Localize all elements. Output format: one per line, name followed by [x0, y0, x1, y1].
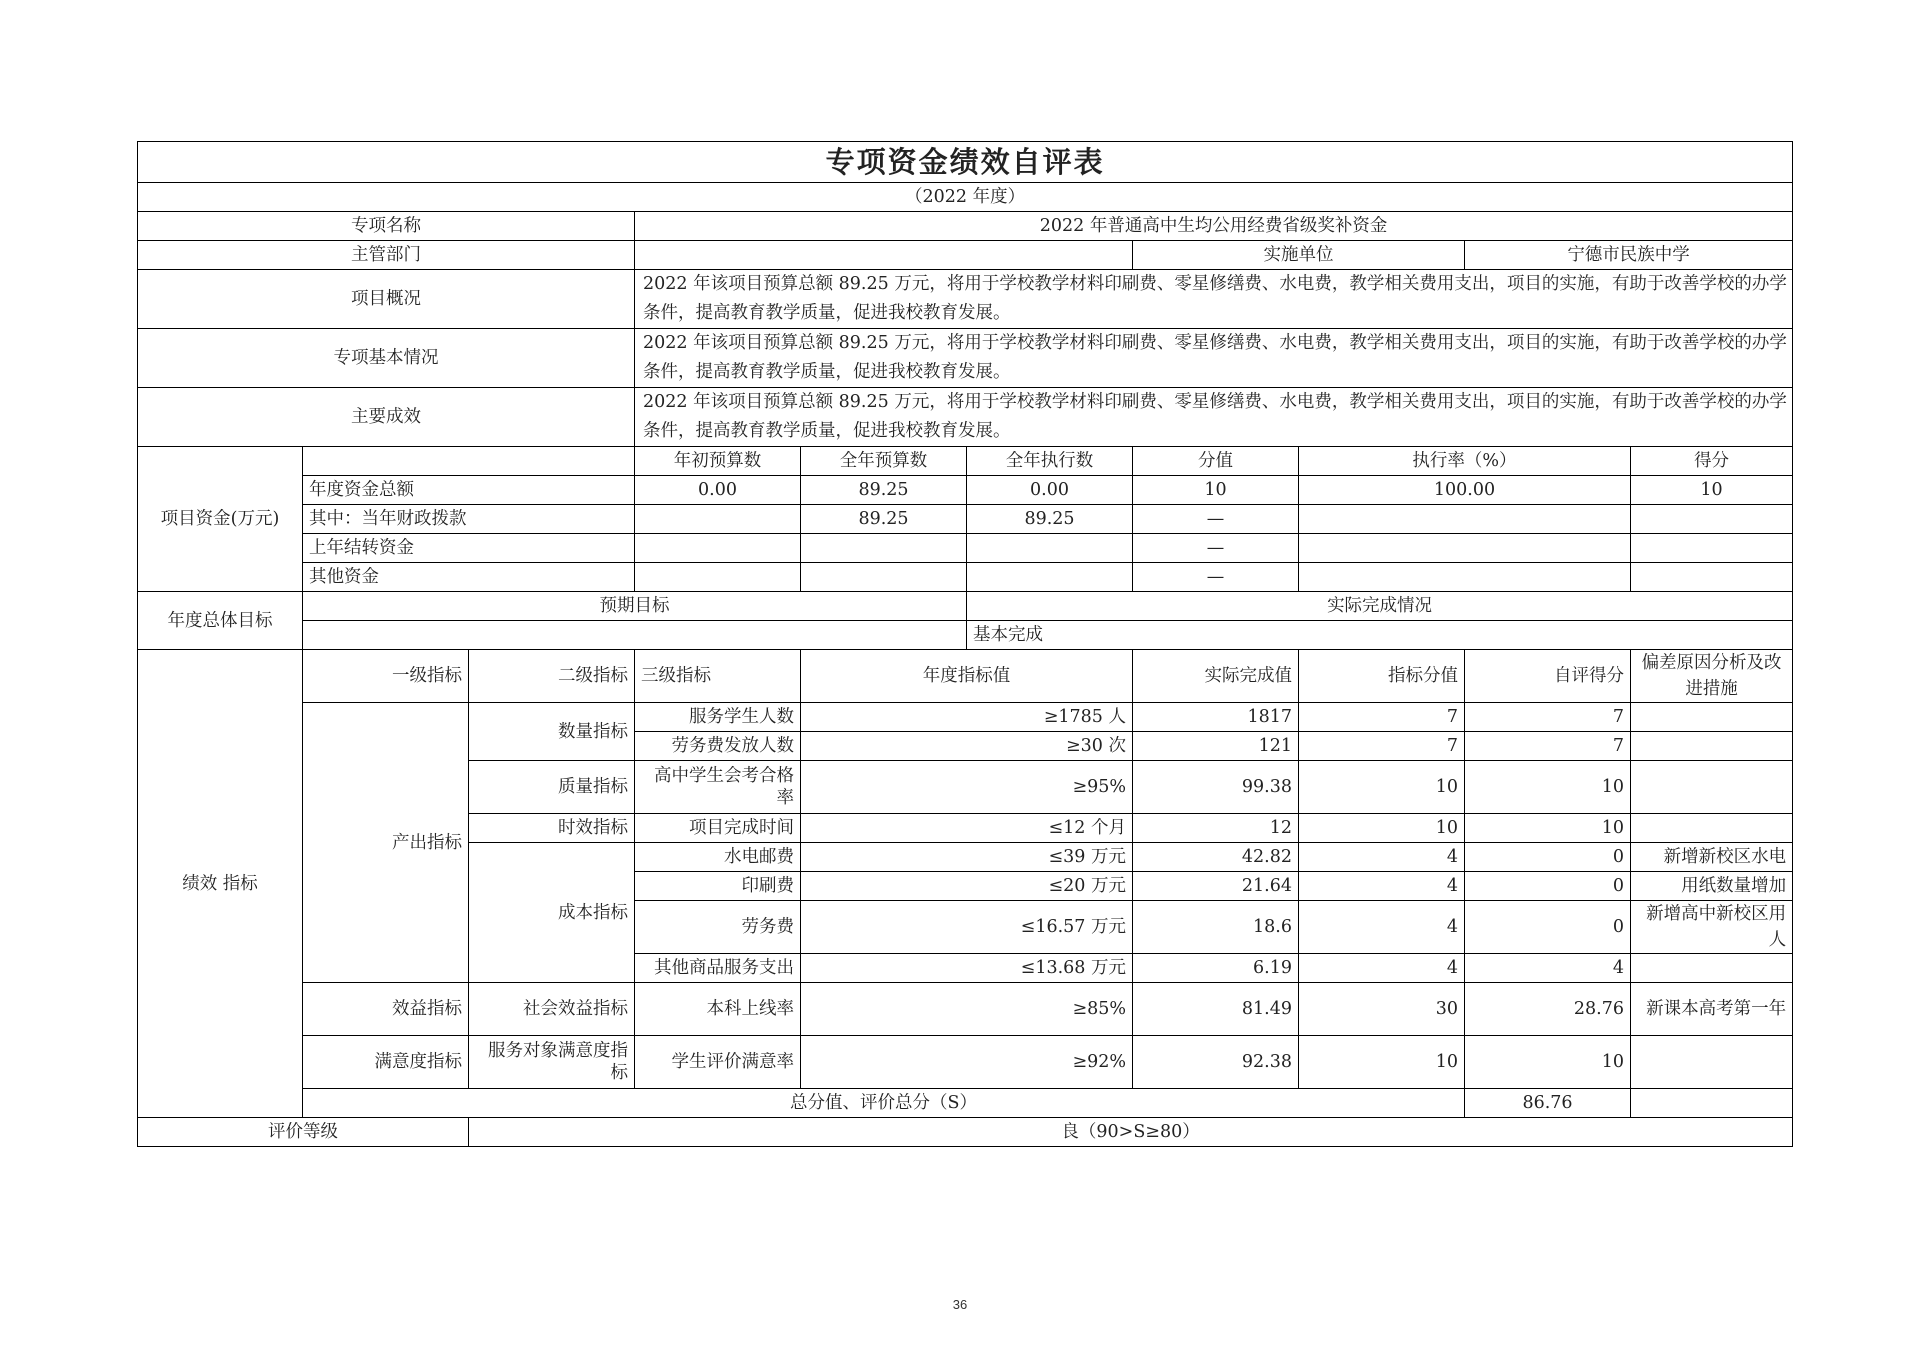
weight-cell: 7: [1299, 703, 1465, 732]
funds-cell: 89.25: [801, 505, 967, 534]
score-cell: 10: [1465, 1036, 1631, 1089]
note-cell: [1631, 732, 1793, 761]
level1-satisfaction: 满意度指标: [303, 1036, 469, 1089]
level2-cost: 成本指标: [469, 843, 635, 983]
actual-cell: 121: [1133, 732, 1299, 761]
target-cell: ≥95%: [801, 761, 1133, 814]
note-cell: [1631, 761, 1793, 814]
level3-cell: 劳务费发放人数: [635, 732, 801, 761]
target-cell: ≥30 次: [801, 732, 1133, 761]
target-cell: ≥1785 人: [801, 703, 1133, 732]
goal-expected-label: 预期目标: [303, 592, 967, 621]
target-cell: ≤20 万元: [801, 872, 1133, 901]
weight-cell: 10: [1299, 1036, 1465, 1089]
funds-header: 全年预算数: [801, 447, 967, 476]
funds-cell: —: [1133, 534, 1299, 563]
funds-cell: 0.00: [967, 476, 1133, 505]
actual-cell: 99.38: [1133, 761, 1299, 814]
actual-cell: 12: [1133, 814, 1299, 843]
funds-row-name: 年度资金总额: [303, 476, 635, 505]
funds-cell: 100.00: [1299, 476, 1631, 505]
perf-label: 绩效 指标: [138, 650, 303, 1118]
funds-cell: 89.25: [801, 476, 967, 505]
results-label: 主要成效: [138, 388, 635, 447]
funds-cell: —: [1133, 505, 1299, 534]
basic-label: 专项基本情况: [138, 329, 635, 388]
funds-cell: [635, 563, 801, 592]
level2-service: 服务对象满意度指标: [469, 1036, 635, 1089]
goal-actual-value: 基本完成: [967, 621, 1793, 650]
impl-value: 宁德市民族中学: [1465, 241, 1793, 270]
funds-cell: —: [1133, 563, 1299, 592]
funds-row-name: 上年结转资金: [303, 534, 635, 563]
funds-header: 执行率（%）: [1299, 447, 1631, 476]
basic-text: 2022 年该项目预算总额 89.25 万元，将用于学校教学材料印刷费、零星修缮费、水电费，教学相关费用支出，项目的实施，有助于改善学校的办学条件，提高教育教学质量，促进我校教育发展。: [635, 329, 1793, 388]
funds-cell: [1631, 505, 1793, 534]
goal-label: 年度总体目标: [138, 592, 303, 650]
score-cell: 0: [1465, 872, 1631, 901]
note-cell: [1631, 954, 1793, 983]
impl-label: 实施单位: [1133, 241, 1465, 270]
funds-header: 全年执行数: [967, 447, 1133, 476]
actual-cell: 42.82: [1133, 843, 1299, 872]
funds-cell: [1631, 563, 1793, 592]
funds-cell: 10: [1631, 476, 1793, 505]
funds-row-name: 其中：当年财政拨款: [303, 505, 635, 534]
perf-header: 实际完成值: [1133, 650, 1299, 703]
funds-cell: [801, 534, 967, 563]
funds-row-name: 其他资金: [303, 563, 635, 592]
funds-cell: [967, 563, 1133, 592]
weight-cell: 4: [1299, 901, 1465, 954]
funds-cell: [967, 534, 1133, 563]
results-text: 2022 年该项目预算总额 89.25 万元，将用于学校教学材料印刷费、零星修缮费、水电费，教学相关费用支出，项目的实施，有助于改善学校的办学条件，提高教育教学质量，促进我校教育发展。: [635, 388, 1793, 447]
score-cell: 0: [1465, 901, 1631, 954]
funds-header-blank: [303, 447, 635, 476]
goal-expected-value: [303, 621, 967, 650]
weight-cell: 4: [1299, 843, 1465, 872]
target-cell: ≤13.68 万元: [801, 954, 1133, 983]
note-cell: 新课本高考第一年: [1631, 983, 1793, 1036]
level3-cell: 项目完成时间: [635, 814, 801, 843]
funds-label: 项目资金(万元): [138, 447, 303, 592]
grade-value: 良（90>S≥80）: [469, 1118, 1793, 1147]
level3-cell: 高中学生会考合格率: [635, 761, 801, 814]
actual-cell: 81.49: [1133, 983, 1299, 1036]
funds-cell: [635, 505, 801, 534]
level3-cell: 学生评价满意率: [635, 1036, 801, 1089]
level3-cell: 服务学生人数: [635, 703, 801, 732]
dept-label: 主管部门: [138, 241, 635, 270]
weight-cell: 30: [1299, 983, 1465, 1036]
target-cell: ≤12 个月: [801, 814, 1133, 843]
funds-cell: [635, 534, 801, 563]
note-cell: 用纸数量增加: [1631, 872, 1793, 901]
score-cell: 7: [1465, 703, 1631, 732]
funds-cell: 10: [1133, 476, 1299, 505]
page-title: 专项资金绩效自评表: [138, 142, 1793, 183]
level3-cell: 水电邮费: [635, 843, 801, 872]
perf-header: 二级指标: [469, 650, 635, 703]
actual-cell: 92.38: [1133, 1036, 1299, 1089]
funds-header: 年初预算数: [635, 447, 801, 476]
weight-cell: 4: [1299, 954, 1465, 983]
funds-header: 得分: [1631, 447, 1793, 476]
actual-cell: 6.19: [1133, 954, 1299, 983]
note-cell: 新增新校区水电: [1631, 843, 1793, 872]
grade-label: 评价等级: [138, 1118, 469, 1147]
level3-cell: 其他商品服务支出: [635, 954, 801, 983]
funds-cell: [1299, 534, 1631, 563]
target-cell: ≥92%: [801, 1036, 1133, 1089]
perf-header: 一级指标: [303, 650, 469, 703]
page-number: 36: [952, 1297, 968, 1312]
actual-cell: 18.6: [1133, 901, 1299, 954]
level2-quality: 质量指标: [469, 761, 635, 814]
year-label: （2022 年度）: [138, 183, 1793, 212]
score-cell: 0: [1465, 843, 1631, 872]
funds-cell: [1299, 505, 1631, 534]
level1-benefit: 效益指标: [303, 983, 469, 1036]
note-cell: [1631, 1036, 1793, 1089]
perf-header: 指标分值: [1299, 650, 1465, 703]
weight-cell: 7: [1299, 732, 1465, 761]
funds-cell: 0.00: [635, 476, 801, 505]
weight-cell: 10: [1299, 814, 1465, 843]
performance-evaluation-table: [137, 141, 1793, 1147]
actual-cell: 1817: [1133, 703, 1299, 732]
funds-header: 分值: [1133, 447, 1299, 476]
target-cell: ≥85%: [801, 983, 1133, 1036]
total-blank: [1631, 1089, 1793, 1118]
level1-output: 产出指标: [303, 703, 469, 983]
perf-header: 年度指标值: [801, 650, 1133, 703]
level3-cell: 印刷费: [635, 872, 801, 901]
project-name-label: 专项名称: [138, 212, 635, 241]
total-value: 86.76: [1465, 1089, 1631, 1118]
level2-timeliness: 时效指标: [469, 814, 635, 843]
target-cell: ≤16.57 万元: [801, 901, 1133, 954]
score-cell: 10: [1465, 814, 1631, 843]
perf-header: 三级指标: [635, 650, 801, 703]
note-cell: [1631, 703, 1793, 732]
score-cell: 4: [1465, 954, 1631, 983]
perf-header: 自评得分: [1465, 650, 1631, 703]
perf-header: 偏差原因分析及改进措施: [1631, 650, 1793, 703]
level2-social: 社会效益指标: [469, 983, 635, 1036]
goal-actual-label: 实际完成情况: [967, 592, 1793, 621]
level3-cell: 本科上线率: [635, 983, 801, 1036]
weight-cell: 10: [1299, 761, 1465, 814]
weight-cell: 4: [1299, 872, 1465, 901]
score-cell: 28.76: [1465, 983, 1631, 1036]
target-cell: ≤39 万元: [801, 843, 1133, 872]
funds-cell: [1299, 563, 1631, 592]
overview-text: 2022 年该项目预算总额 89.25 万元，将用于学校教学材料印刷费、零星修缮费、水电费，教学相关费用支出，项目的实施，有助于改善学校的办学条件，提高教育教学质量，促进我校教育发展。: [635, 270, 1793, 329]
level2-quantity: 数量指标: [469, 703, 635, 761]
level3-cell: 劳务费: [635, 901, 801, 954]
funds-cell: [801, 563, 967, 592]
funds-cell: [1631, 534, 1793, 563]
note-cell: 新增高中新校区用人: [1631, 901, 1793, 954]
note-cell: [1631, 814, 1793, 843]
actual-cell: 21.64: [1133, 872, 1299, 901]
total-label: 总分值、评价总分（S）: [303, 1089, 1465, 1118]
funds-cell: 89.25: [967, 505, 1133, 534]
overview-label: 项目概况: [138, 270, 635, 329]
score-cell: 7: [1465, 732, 1631, 761]
dept-value: [635, 241, 1133, 270]
project-name-value: 2022 年普通高中生均公用经费省级奖补资金: [635, 212, 1793, 241]
score-cell: 10: [1465, 761, 1631, 814]
